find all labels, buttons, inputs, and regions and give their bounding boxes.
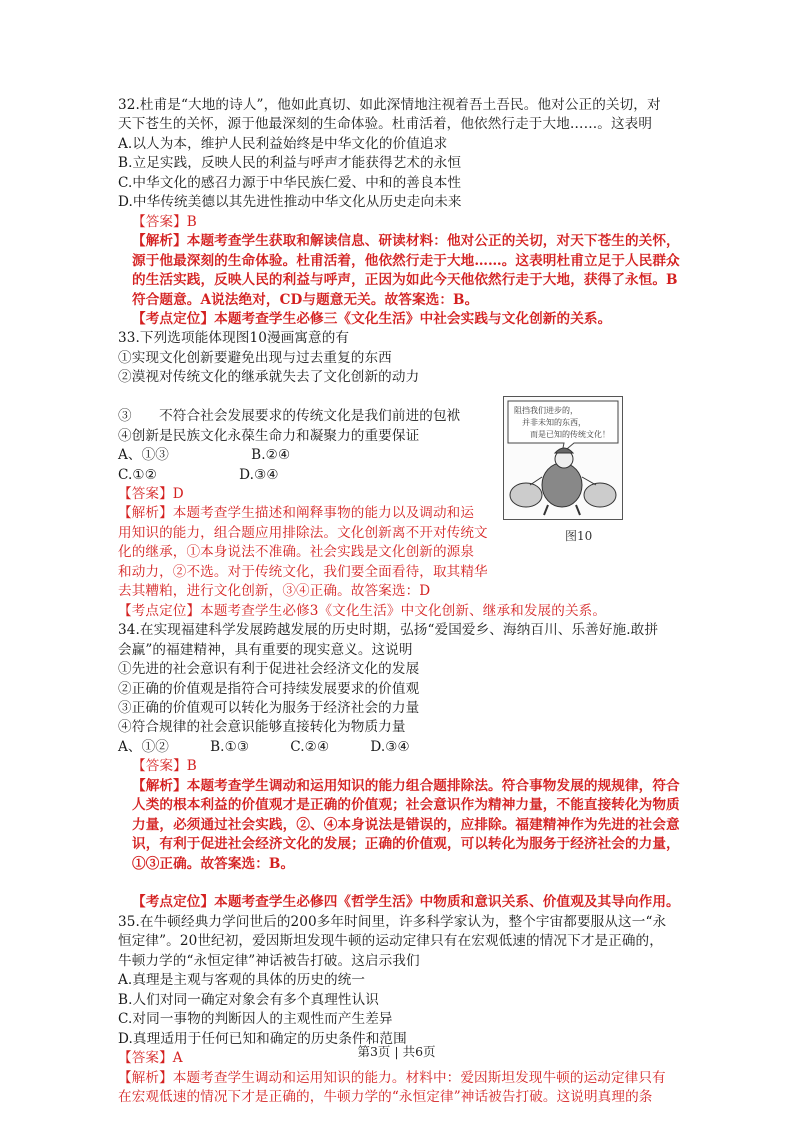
page-footer: 第3页 | 共6页 xyxy=(357,1044,436,1059)
text-line: ①实现文化创新要避免出现与过去重复的东西 xyxy=(118,349,392,366)
text-line: B.人们对同一确定对象会有多个真理性认识 xyxy=(118,991,379,1008)
text-line: 【答案】B xyxy=(132,213,197,230)
speech-line-1: 阻挡我们进步的， xyxy=(514,406,578,415)
text-line: 【解析】本题考查学生调动和运用知识的能力。材料中：爱因斯坦发现牛顿的运动定律只有 xyxy=(118,1069,666,1086)
text-line: D.中华传统美德以其先进性推动中华文化从历史走向未来 xyxy=(118,194,462,211)
text-line: ②漠视对传统文化的继承就失去了文化创新的动力 xyxy=(118,369,420,386)
text-line: A、①③ B.②④ xyxy=(118,447,291,464)
text-line: 用知识的能力，组合题应用排除法。文化创新离不开对传统文 xyxy=(118,524,488,541)
text-line: 源于他最深刻的生命体验。杜甫活着，他依然行走于大地……。这表明杜甫立足于人民群众 xyxy=(132,252,680,269)
text-line: ②正确的价值观是指符合可持续发展要求的价值观 xyxy=(118,680,420,697)
text-line: A.以人为本，维护人民利益始终是中华文化的价值追求 xyxy=(118,135,448,152)
text-line: 32.杜甫是“大地的诗人”，他如此真切、如此深情地注视着吾土吾民。他对公正的关切，对 xyxy=(118,97,661,113)
text-line: 牛顿力学的“永恒定律”神话被告打破。这启示我们 xyxy=(118,952,420,969)
text-line: ③ 不符合社会发展要求的传统文化是我们前进的包袱 xyxy=(118,408,461,425)
text-line: 识，有利于促进社会经济文化的发展；正确的价值观，可以转化为服务于经济社会的力量， xyxy=(132,836,680,853)
text-line: D.真理适用于任何已知和确定的历史条件和范围 xyxy=(118,1030,407,1047)
text-line: 力量，必须通过社会实践，②、④本身说法是错误的，应排除。福建精神作为先进的社会意 xyxy=(132,816,680,833)
cartoon-illustration xyxy=(504,397,622,519)
text-line: 【解析】本题考查学生调动和运用知识的能力组合题排除法。符合事物发展的规规律，符合 xyxy=(132,777,680,794)
text-line: A、①② B.①③ C.②④ D.③④ xyxy=(118,738,410,755)
text-line: 35.在牛顿经典力学问世后的200多年时间里，许多科学家认为，整个宇宙都要服从这一“永 xyxy=(118,913,667,930)
cartoon-figure-10 xyxy=(503,396,623,520)
text-line: ③正确的价值观可以转化为服务于经济社会的力量 xyxy=(118,699,420,716)
text-line: 【解析】本题考查学生获取和解读信息、研读材料：他对公正的关切，对天下苍生的关怀， xyxy=(132,233,680,250)
text-line: ④符合规律的社会意识能够直接转化为物质力量 xyxy=(118,719,406,736)
text-line: 【解析】本题考查学生描述和阐释事物的能力以及调动和运 xyxy=(118,505,475,522)
text-line: 【答案】D xyxy=(118,486,184,502)
speech-line-2: 并非未知的东西， xyxy=(522,418,586,427)
text-line: ④创新是民族文化永葆生命力和凝聚力的重要保证 xyxy=(118,427,420,444)
text-line: 化的继承，①本身说法不准确。社会实践是文化创新的源泉 xyxy=(118,544,475,561)
text-line: 【答案】A xyxy=(118,1050,183,1067)
text-line: C.①② D.③④ xyxy=(118,466,279,483)
text-line: 33.下列选项能体现图10漫画寓意的有 xyxy=(118,330,350,347)
text-line: ①③正确。故答案选：B。 xyxy=(132,855,295,872)
text-line: 【考点定位】本题考查学生必修四《哲学生活》中物质和意识关系、价值观及其导向作用。 xyxy=(132,894,680,911)
text-line: B.立足实践，反映人民的利益与呼声才能获得艺术的永恒 xyxy=(118,155,462,172)
text-line: A.真理是主观与客观的具体的历史的统一 xyxy=(118,972,366,989)
text-line: 【考点定位】本题考查学生必修三《文化生活》中社会实践与文化创新的关系。 xyxy=(132,310,612,327)
text-line: 和动力，②不选。对于传统文化，我们要全面看待，取其精华 xyxy=(118,563,488,580)
text-line: 34.在实现福建科学发展跨越发展的历史时期，弘扬“爱国爱乡、海纳百川、乐善好施.敢拼 xyxy=(118,622,659,639)
text-line: ①先进的社会意识有利于促进社会经济文化的发展 xyxy=(118,661,420,678)
text-line: 的生活实践，反映人民的利益与呼声，正因为如此今天他依然行走于大地，获得了永恒。B xyxy=(132,272,678,289)
text-line: 恒定律”。20世纪初，爱因斯坦发现牛顿的运动定律只有在宏观低速的情况下才是正确的， xyxy=(118,933,663,950)
text-line: C.中华文化的感召力源于中华民族仁爱、中和的善良本性 xyxy=(118,174,462,191)
text-line: 【考点定位】本题考查学生必修3《文化生活》中文化创新、继承和发展的关系。 xyxy=(118,602,607,619)
text-line: 天下苍生的关怀，源于他最深刻的生命体验。杜甫活着，他依然行走于大地……。这表明 xyxy=(118,116,653,133)
text-line: 在宏观低速的情况下才是正确的，牛顿力学的“永恒定律”神话被告打破。这说明真理的条 xyxy=(118,1088,653,1105)
text-line: 人类的根本利益的价值观才是正确的价值观；社会意识作为精神力量，不能直接转化为物质 xyxy=(132,797,680,814)
speech-line-3: 而是已知的传统文化！ xyxy=(530,430,610,439)
text-line: 【答案】B xyxy=(132,758,197,775)
text-line: C.对同一事物的判断因人的主观性而产生差异 xyxy=(118,1011,393,1028)
text-line: 去其糟粕，进行文化创新，③④正确。故答案选：D xyxy=(118,583,431,600)
text-line: 会赢”的福建精神，具有重要的现实意义。这说明 xyxy=(118,641,413,658)
text-line: 符合题意。A说法绝对，CD与题意无关。故答案选：B。 xyxy=(132,291,479,308)
figure-caption: 图10 xyxy=(565,529,593,543)
